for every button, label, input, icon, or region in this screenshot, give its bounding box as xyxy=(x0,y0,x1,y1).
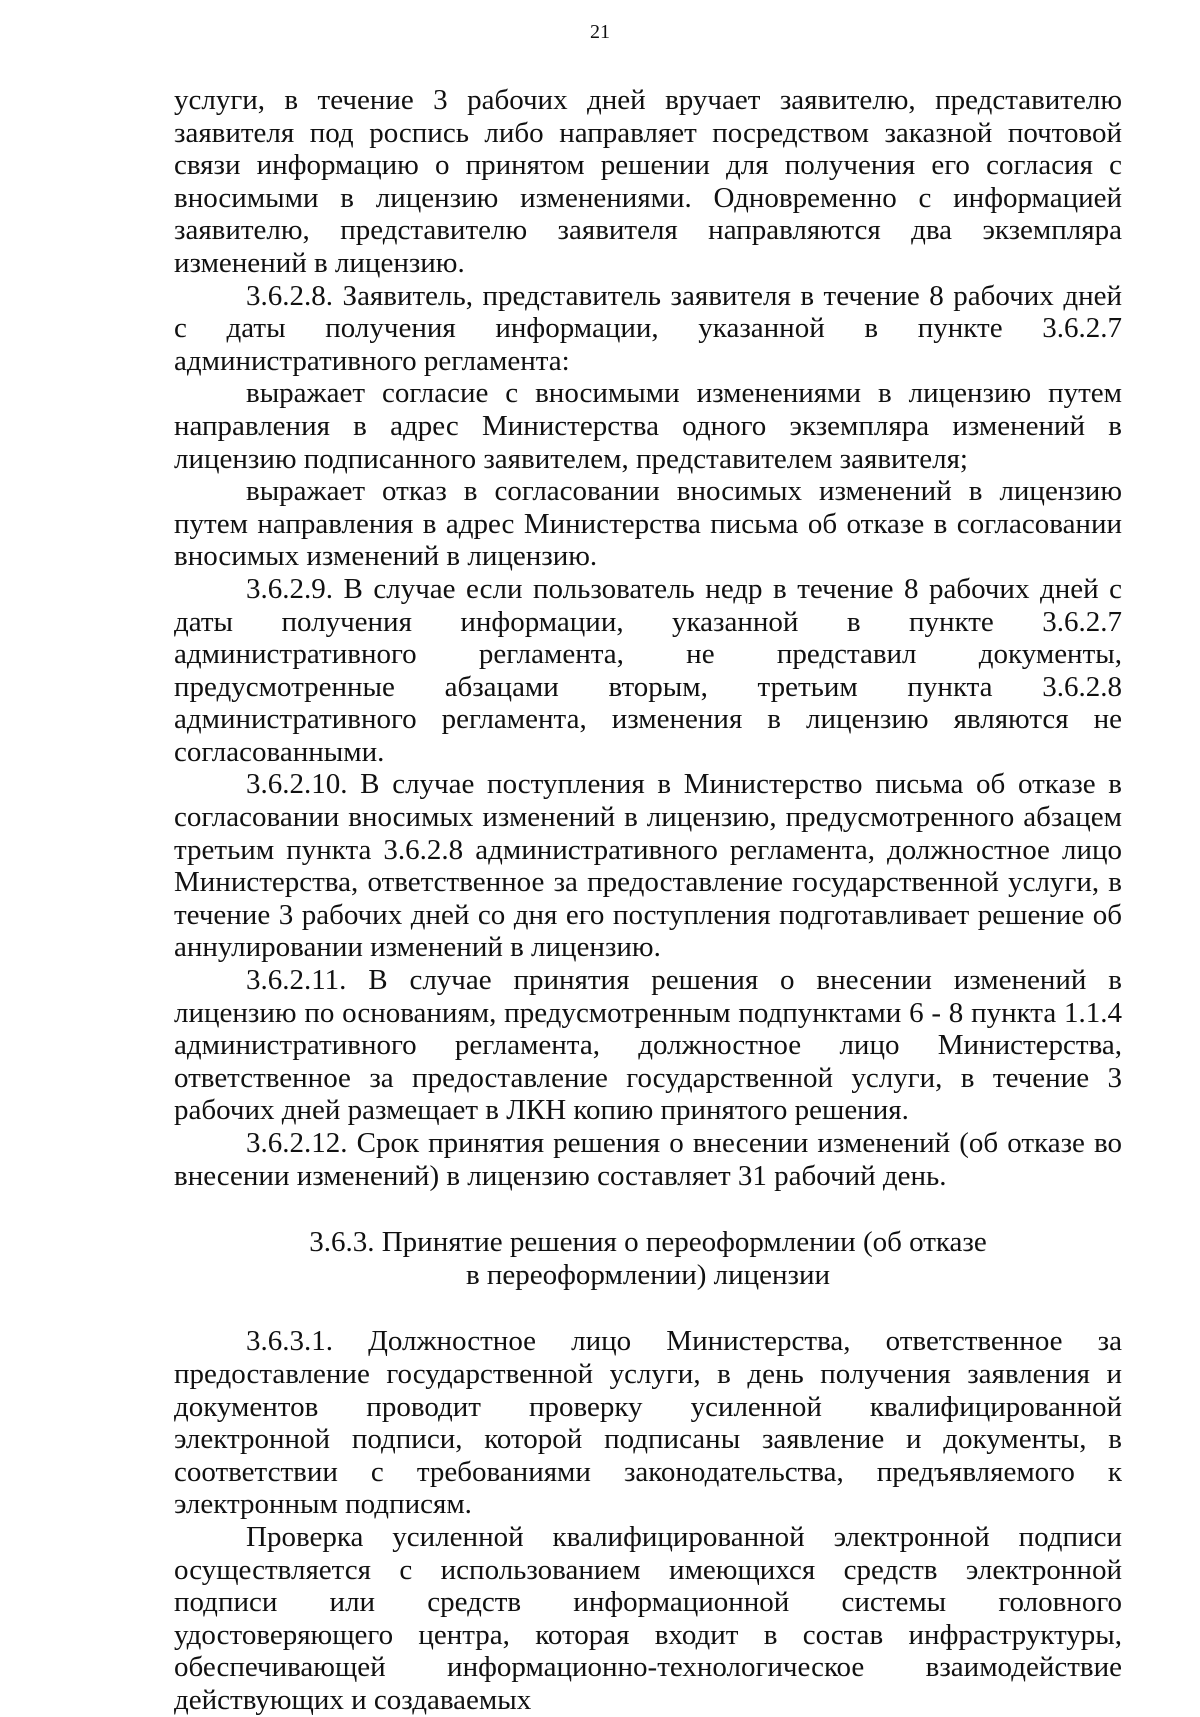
section-heading-line-1: 3.6.3. Принятие решения о переоформлении (об отказе xyxy=(309,1226,987,1259)
paragraph-refusal: выражает отказ в согласовании вносимых изменений в лицензию путем направления в адрес Министерства письма об отказе в согласовании вносимых изменений в лицензию. xyxy=(174,475,1122,573)
paragraph-3-6-2-8: 3.6.2.8. Заявитель, представитель заявителя в течение 8 рабочих дней с даты получения информации, указанной в пункте 3.6.2.7 административного регламента: xyxy=(174,279,1122,377)
paragraph-3-6-2-10: 3.6.2.10. В случае поступления в Министерство письма об отказе в согласовании вносимых изменений в лицензию, предусмотренного абзацем третьим пункта 3.6.2.8 административного регламента, должностное лицо Министерства, ответственное за предоставление государственной услуги, в течение 3 рабочих дней со дня его поступления подготавливает решение об аннулировании изменений в лицензию. xyxy=(174,768,1122,964)
paragraph-3-6-3-1: 3.6.3.1. Должностное лицо Министерства, ответственное за предоставление государственной услуги, в день получения заявления и документов проводит проверку усиленной квалифицированной электронной подписи, которой подписаны заявление и документы, в соответствии с требованиями законодательства, предъявляемого к электронным подписям. xyxy=(174,1325,1122,1521)
paragraph-continuation: услуги, в течение 3 рабочих дней вручает заявителю, представителю заявителя под роспись либо направляет посредством заказной почтовой связи информацию о принятом решении для получения его согласия с вносимыми в лицензию изменениями. Одновременно с информацией заявителю, представителю заявителя направляются два экземпляра изменений в лицензию. xyxy=(174,84,1122,279)
section-heading-3-6-3 xyxy=(174,1226,1122,1291)
page-number: 21 xyxy=(590,21,610,43)
section-heading-line-2: в переоформлении) лицензии xyxy=(465,1258,831,1291)
document-body xyxy=(174,84,1122,1717)
paragraph-consent: выражает согласие с вносимыми изменениями в лицензию путем направления в адрес Министерства одного экземпляра изменений в лицензию подписанного заявителем, представителем заявителя; xyxy=(174,377,1122,475)
paragraph-signature-check: Проверка усиленной квалифицированной электронной подписи осуществляется с использованием имеющихся средств электронной подписи или средств информационной системы головного удостоверяющего центра, которая входит в состав инфраструктуры, обеспечивающей информационно-технологическое взаимодействие действующих и создаваемых xyxy=(174,1520,1122,1716)
paragraph-3-6-2-9: 3.6.2.9. В случае если пользователь недр в течение 8 рабочих дней с даты получения информации, указанной в пункте 3.6.2.7 административного регламента, не представил документы, предусмотренные абзацами вторым, третьим пункта 3.6.2.8 административного регламента, изменения в лицензию являются не согласованными. xyxy=(174,572,1122,768)
paragraph-3-6-2-11: 3.6.2.11. В случае принятия решения о внесении изменений в лицензию по основаниям, предусмотренным подпунктами 6 - 8 пункта 1.1.4 административного регламента, должностное лицо Министерства, ответственное за предоставление государственной услуги, в течение 3 рабочих дней размещает в ЛКН копию принятого решения. xyxy=(174,964,1122,1127)
paragraph-3-6-2-12: 3.6.2.12. Срок принятия решения о внесении изменений (об отказе во внесении изменений) в лицензию составляет 31 рабочий день. xyxy=(174,1127,1122,1192)
